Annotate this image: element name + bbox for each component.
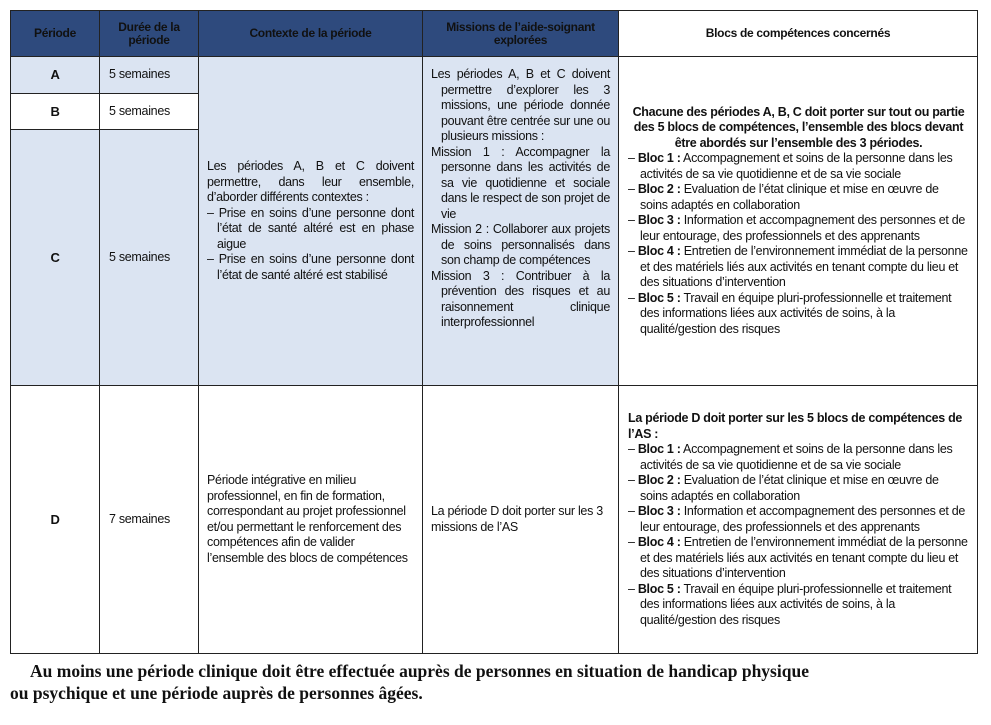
periods-table (10, 10, 978, 654)
contexte-abc (199, 57, 423, 386)
footer-line: Au moins une période clinique doit être effectuée auprès de personnes en situation de handicap physique (30, 661, 809, 681)
mission-item (431, 269, 610, 331)
periode-c: C (11, 130, 100, 386)
duree-b: 5 semaines (100, 94, 199, 130)
mission-item (431, 145, 610, 223)
blocs-abc-intro: Chacune des périodes A, B, C doit porter sur tout ou partie des 5 blocs de compétences, l’ensemble des blocs devant être abordés sur l’ensemble des 3 périodes. (632, 104, 965, 150)
mission-label: Mission 1 : (431, 144, 505, 159)
bloc-item: – Bloc 3 : Information et accompagnement des personnes et de leur entourage, des professionnels et des apprenants (628, 213, 966, 243)
bloc-item: – Bloc 2 : Evaluation de l’état clinique et mise en œuvre de soins adaptés en collaboration (628, 182, 939, 212)
header-periode: Période (11, 11, 100, 57)
bloc-item: – Bloc 1 : Accompagnement et soins de la personne dans les activités de sa vie quotidienne et de sa vie sociale (628, 151, 953, 181)
mission-text: Collaborer aux projets de soins personnalisés dans son champ de compétences (441, 222, 610, 267)
missions-d: La période D doit porter sur les 3 missions de l’AS (423, 386, 619, 654)
periode-b: B (11, 94, 100, 130)
missions-abc-intro: Les périodes A, B et C doivent permettre d’explorer les 3 missions, une période donnée pouvant être centrée sur une ou plusieurs missions : (431, 67, 610, 143)
header-row (11, 11, 978, 57)
bloc-item: – Bloc 5 : Travail en équipe pluri-professionnelle et traitement des informations liées aux activités de soins, à la qualité/gestion des risques (628, 290, 952, 336)
footer-note (10, 660, 980, 704)
mission-text: Accompagner la personne dans les activités de sa vie quotidienne et sociale dans le respect de son projet de vie (441, 144, 610, 221)
mission-text: Contribuer à la prévention des risques et au raisonnement clinique interprofessionnel (441, 268, 610, 329)
contexte-abc-intro: Les périodes A, B et C doivent permettre, dans leur ensemble, d’aborder différents contextes : (207, 159, 414, 204)
bloc-item: – Bloc 4 : Entretien de l’environnement immédiat de la personne et des matériels liés aux activités en tenant compte du lieu et des situations d’intervention (628, 535, 968, 580)
contexte-item: – Prise en soins d’une personne dont l’état de santé altéré est en phase aigue (207, 205, 414, 251)
header-missions: Missions de l’aide-soignant explorées (423, 11, 619, 57)
blocs-d-intro: La période D doit porter sur les 5 blocs de compétences de l’AS : (628, 411, 963, 441)
header-contexte: Contexte de la période (199, 11, 423, 57)
mission-label: Mission 3 : (431, 268, 505, 283)
bloc-item: – Bloc 1 : Accompagnement et soins de la personne dans les activités de sa vie quotidienne et de sa vie sociale (628, 442, 953, 472)
blocs-abc (619, 57, 978, 386)
duree-d: 7 semaines (100, 386, 199, 654)
periode-a: A (11, 57, 100, 94)
periode-d: D (11, 386, 100, 654)
duree-a: 5 semaines (100, 57, 199, 94)
header-duree: Durée de la période (100, 11, 199, 57)
duree-c: 5 semaines (100, 130, 199, 386)
table-row-d (11, 386, 978, 654)
footer-line: ou psychique et une période auprès de personnes âgées. (10, 683, 423, 703)
bloc-item: – Bloc 2 : Evaluation de l’état clinique et mise en œuvre de soins adaptés en collaboration (628, 473, 939, 503)
table-row-a (11, 57, 978, 94)
bloc-item: – Bloc 5 : Travail en équipe pluri-professionnelle et traitement des informations liées aux activités de soins, à la qualité/gestion des risques (628, 581, 952, 627)
header-blocs: Blocs de compétences concernés (619, 11, 978, 57)
bloc-item: – Bloc 4 : Entretien de l’environnement immédiat de la personne et des matériels liés aux activités en tenant compte du lieu et des situations d’intervention (628, 244, 968, 290)
bloc-item: – Bloc 3 : Information et accompagnement des personnes et de leur entourage, des professionnels et des apprenants (628, 504, 966, 534)
blocs-d (619, 386, 978, 654)
missions-abc (423, 57, 619, 386)
contexte-item: – Prise en soins d’une personne dont l’état de santé altéré est stabilisé (207, 252, 414, 282)
contexte-d: Période intégrative en milieu professionnel, en fin de formation, correspondant au projet professionnel et/ou permettant le renforcement des compétences afin de valider l’ensemble des blocs de compétences (199, 386, 423, 654)
mission-label: Mission 2 : (431, 222, 489, 236)
mission-item (431, 222, 610, 269)
